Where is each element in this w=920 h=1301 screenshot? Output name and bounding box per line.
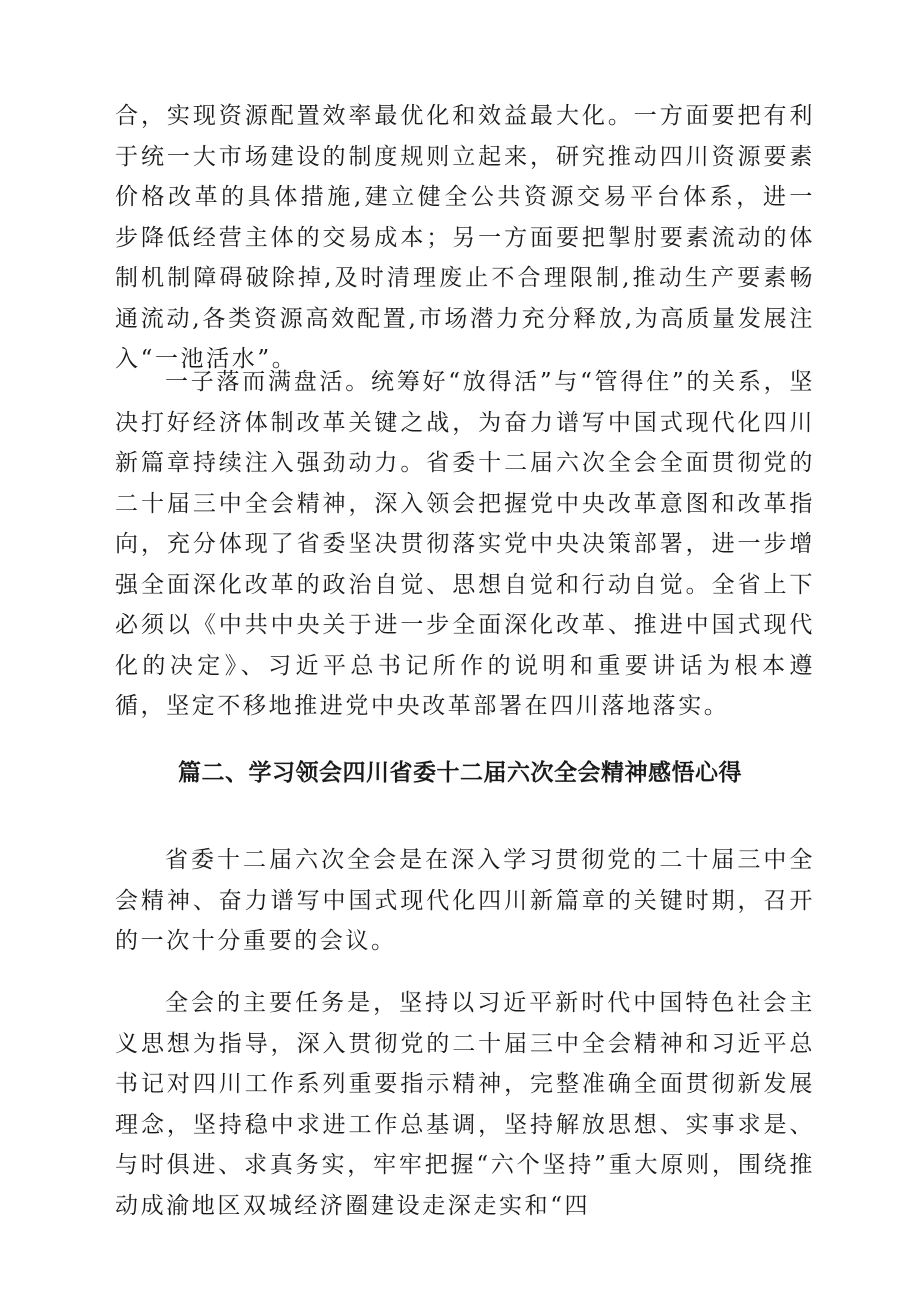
body-paragraph: 一子落而满盘活。统筹好“放得活”与“管得住”的关系，坚决打好经济体制改革关键之战，为奋力谱写中国式现代化四川新篇章持续注入强劲动力。省委十二届六次全会全面贯彻党的二十届三中全会精神，深入领会把握党中央改革意图和改革指向，充分体现了省委坚决贯彻落实党中央决策部署，进一步增强全面深化改革的政治自觉、思想自觉和行动自觉。全省上下必须以《中共中央关于进一步全面深化改革、推进中国式现代化的决定》、习近平总书记所作的说明和重要讲话为根本遵循，坚定不移地推进党中央改革部署在四川落地落实。 bbox=[115, 369, 815, 719]
body-paragraph: 全会的主要任务是，坚持以习近平新时代中国特色社会主义思想为指导，深入贯彻党的二十届三中全会精神和习近平总书记对四川工作系列重要指示精神，完整准确全面贯彻新发展理念，坚持稳中求进工作总基调，坚持解放思想、实事求是、与时俱进、求真务实，牢牢把握“六个坚持”重大原则，围绕推动成渝地区双城经济圈建设走深走实和“四 bbox=[115, 990, 815, 1219]
section-heading: 篇二、学习领会四川省委十二届六次全会精神感悟心得 bbox=[178, 760, 742, 786]
body-paragraph: 省委十二届六次全会是在深入学习贯彻党的二十届三中全会精神、奋力谱写中国式现代化四川新篇章的关键时期，召开的一次十分重要的会议。 bbox=[115, 847, 815, 954]
body-paragraph-continued: 合，实现资源配置效率最优化和效益最大化。一方面要把有利于统一大市场建设的制度规则立起来，研究推动四川资源要素价格改革的具体措施,建立健全公共资源交易平台体系，进一步降低经营主体的交易成本；另一方面要把掣肘要素流动的体制机制障碍破除掉,及时清理废止不合理限制,推动生产要素畅通流动,各类资源高效配置,市场潜力充分释放,为高质量发展注入“一池活水”。 bbox=[115, 103, 815, 372]
